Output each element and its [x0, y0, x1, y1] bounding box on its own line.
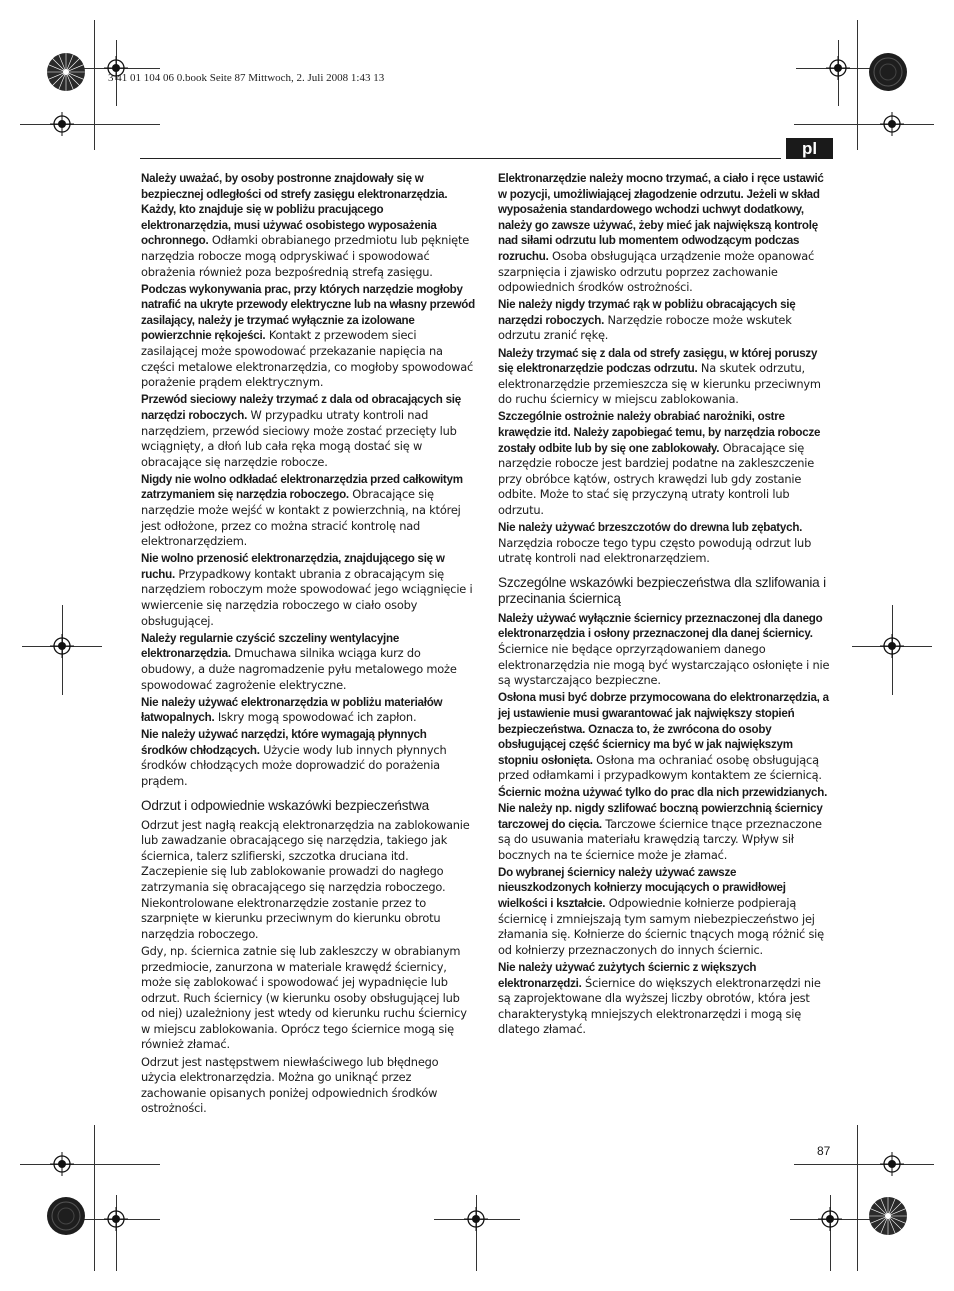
paragraph: [498, 409, 832, 518]
body-text: Osoba obsługująca urządzenie może opanować szarpnięcia i zjawisko odrzutu poprzez zachowanie odpowiednich środków ostrożności.: [498, 248, 815, 295]
body-text: Ściernice nie będące oprzyrządowaniem danego elektronarzędzia nie mogą być wystarczająco osłonięte i nie są wystarczająco bezpieczne.: [498, 642, 830, 688]
paragraph: [141, 282, 475, 391]
body-text: Użycie wody lub innych płynnych środków chłodzących może doprowadzić do porażenia prądem.: [141, 742, 447, 789]
print-metadata-line: 3 41 01 104 06 0.book Seite 87 Mittwoch, 2. Juli 2008 1:43 13: [108, 72, 385, 84]
bold-lead: Szczególnie ostrożnie należy obrabiać narożniki, ostre krawędzie itd. Należy zapobiegać temu, by narzędzia robocze zostały odbite lub by się one zablokowały.: [498, 410, 821, 455]
registration-target-icon: [880, 1152, 904, 1176]
bold-lead: Osłona musi być dobrze przymocowana do elektronarzędzia, a jej ustawienie musi gwarantować jak największy stopień bezpieczeństwa. Oznacza to, że zwrócona do osoby obsługującej część ściernicy ma być w jak największym stopniu osłonięta.: [498, 691, 829, 767]
bold-lead: Należy uważać, by osoby postronne znajdowały się w bezpiecznej odległości od strefy zasięgu elektronarzędzia. Każdy, kto znajduje się w pobliżu pracującego elektronarzędzia, musi używać osobistego wyposażenia ochronnego.: [141, 172, 448, 248]
paragraph: [141, 551, 475, 629]
registration-target-icon: [50, 1152, 74, 1176]
paragraph: Odrzut jest następstwem niewłaściwego lub błędnego użycia elektronarzędzia. Można go uniknąć przez zachowanie opisanych poniżej odpowiednich środków ostrożności.: [141, 1054, 439, 1116]
starburst-mark-icon: [46, 52, 86, 92]
body-text: W przypadku utraty kontroli nad narzędziem, przewód sieciowy może zostać przecięty lub wciągnięty, a dłoń lub cała ręka mogą dostać się w obracające się narzędzie robocze.: [141, 407, 457, 469]
paragraph: [498, 171, 832, 296]
bold-lead: Nie należy używać brzeszczotów do drewna lub zębatych.: [498, 521, 803, 535]
paragraph: [141, 631, 475, 693]
paragraph: [498, 865, 832, 959]
bold-lead: Nie należy używać narzędzi, które wymagają płynnych środków chłodzących.: [141, 728, 427, 757]
header-rule: [140, 158, 781, 159]
paragraph: [141, 695, 475, 726]
bold-lead: Elektronarzędzie należy mocno trzymać, a ciało i ręce ustawić w pozycji, umożliwiającej złagodzenie odrzutu. Jeżeli w skład wyposażenia standardowego wchodzi uchwyt dodatkowy, należy go zawsze używać, żeby mieć jak największą kontrolę nad siłami odrzutu lub momentem odwodzącym podczas rozruchu.: [498, 172, 824, 263]
registration-target-icon: [464, 1207, 488, 1231]
body-text: Narzędzie robocze może wskutek odrzutu zranić rękę.: [498, 312, 792, 343]
paragraph: [498, 690, 832, 784]
bold-lead: Nie wolno przenosić elektronarzędzia, znajdującego się w ruchu.: [141, 552, 445, 581]
section-heading: Szczególne wskazówki bezpieczeństwa dla szlifowania i przecinania ściernicą: [498, 574, 826, 606]
bold-lead: Należy używać wyłącznie ściernicy przeznaczonej dla danego elektronarzędzia i osłony przeznaczonej dla danej ściernicy.: [498, 611, 823, 641]
bold-lead: Podczas wykonywania prac, przy których narzędzie mogłoby natrafić na ukryte przewody elektryczne lub na własny przewód zasilający, należy je trzymać wyłącznie za izolowane powierzchnie rękojeści.: [141, 282, 475, 343]
page-number: 87: [817, 1144, 831, 1158]
dark-density-patch-icon: [46, 1196, 86, 1236]
body-text: Na skutek odrzutu, elektronarzędzie przemieszcza się w kierunku przeciwnym do ruchu ściernicy w miejscu zablokowania.: [498, 361, 821, 407]
paragraph: [141, 392, 475, 470]
body-text: Odłamki obrabianego przedmiotu lub pęknięte narzędzia robocze mogą odpryskiwać i spowodować obrażenia również poza bezpośrednią strefą zasięgu.: [141, 233, 470, 279]
body-text: Narzędzia robocze tego typu często powodują odrzut lub utratę kontroli nad elektronarzędziem.: [498, 535, 812, 566]
bold-lead: Ściernic można używać tylko do prac dla nich przewidzianych. Nie należy np. nigdy szlifować boczną powierzchnią ściernicy tarczowej do cięcia.: [498, 786, 828, 831]
bold-lead: Nie należy używać elektronarzędzia w pobliżu materiałów łatwopalnych.: [141, 695, 443, 725]
bold-lead: Nie należy nigdy trzymać rąk w pobliżu obracających się narzędzi roboczych.: [498, 298, 796, 327]
right-column: [498, 171, 832, 1039]
body-text: Obracające się narzędzie robocze jest bardziej podatne na zakleszczenie przy obróbce kątów, ostrych krawędzi lub gdy zostanie odbite. Może to stać się przyczyną utraty kontroli lub odrzutu.: [498, 440, 815, 517]
registration-target-icon: [50, 112, 74, 136]
paragraph: [141, 171, 475, 280]
paragraph: [141, 472, 475, 550]
bold-lead: Nie należy używać zużytych ściernic z większych elektronarzędzi.: [498, 960, 757, 990]
left-column: [141, 171, 475, 1118]
bold-lead: Przewód sieciowy należy trzymać z dala od obracających się narzędzi roboczych.: [141, 393, 461, 422]
registration-target-icon: [50, 634, 74, 658]
paragraph: [498, 297, 832, 344]
body-text: Przypadkowy kontakt ubrania z obracającym się narzędziem roboczym może spowodować jego wciągnięcie i wwiercenie się narzędzia roboczego w ciało osoby obsługującej.: [141, 566, 473, 628]
body-text: Tarczowe ściernice tnące przeznaczone są do usuwania materiału krawędzią tarczy. Wpływ sił bocznych na te ściernice może je złamać.: [498, 816, 822, 862]
body-text: Odpowiednie kołnierze podpierają ściernicę i zmniejszają tym samym niebezpieczeństwo jej złamania się. Kołnierze do ściernic tnących mogą różnić się od kołnierzy przeznaczonych do innych ściernic.: [498, 896, 824, 957]
body-text: Ściernice do większych elektronarzędzi nie są zaprojektowane dla wyższej liczby obrotów, która jest charakterystyką mniejszych elektronarzędzi i mogą się dlatego złamać.: [498, 975, 821, 1037]
registration-target-icon: [880, 112, 904, 136]
section-heading: Odrzut i odpowiednie wskazówki bezpieczeństwa: [141, 797, 429, 813]
registration-target-icon: [880, 634, 904, 658]
paragraph: [498, 520, 832, 567]
registration-target-icon: [818, 1207, 842, 1231]
body-text: Dmuchawa silnika wciąga kurz do obudowy, a duże nagromadzenie pyłu metalowego może spowodować zagrożenie elektryczne.: [141, 646, 457, 692]
registration-target-icon: [826, 56, 850, 80]
paragraph: Gdy, np. ściernica zatnie się lub zakleszczy w obrabianym przedmiocie, zanurzona w materiale krawędź ściernicy, może się zablokować i spowodować jej wypadnięcie lub odrzut. Ruch ściernicy (w kierunku osoby obsługującej lub od niej) uzależniony jest wtedy od kierunku ruchu ściernicy w miejscu zablokowania. Oprócz tego ściernice mogą się również złamać.: [141, 943, 467, 1052]
bold-lead: Należy trzymać się z dala od strefy zasięgu, w której poruszy się elektronarzędzie podczas odrzutu.: [498, 346, 818, 376]
starburst-mark-icon: [868, 1196, 908, 1236]
body-text: Obracające się narzędzie może wejść w kontakt z powierzchnią, na której jest odłożone, przez co można stracić kontrolę nad elektronarzędziem.: [141, 487, 461, 549]
language-tab: pl: [786, 138, 833, 159]
paragraph: [498, 346, 832, 408]
paragraph: [498, 785, 832, 863]
dark-density-patch-icon: [868, 52, 908, 92]
registration-target-icon: [104, 1207, 128, 1231]
bold-lead: Należy regularnie czyścić szczeliny wentylacyjne elektronarzędzia.: [141, 631, 400, 661]
bold-lead: Do wybranej ściernicy należy używać zawsze nieuszkodzonych kołnierzy mocujących o prawidłowej wielkości i kształcie.: [498, 865, 786, 911]
body-text: Osłona ma ochraniać osobę obsługującą przed odłamkami i przypadkowym kontaktem ze ściernicą.: [498, 752, 822, 783]
paragraph: [498, 611, 832, 689]
body-text: Iskry mogą spowodować ich zapłon.: [214, 710, 417, 725]
bold-lead: Nigdy nie wolno odkładać elektronarzędzia przed całkowitym zatrzymaniem się narzędzia roboczego.: [141, 472, 463, 502]
paragraph: [141, 727, 475, 789]
paragraph: Odrzut jest nagłą reakcją elektronarzędzia na zablokowanie lub zawadzanie obracającego się narzędzia, takiego jak ściernica, talerz szlifierski, szczotka druciana itd. Zaczepienie się lub zablokowanie prowadzi do nagłego zatrzymania się obracającego się narzędzia roboczego. Niekontrolowane elektronarzędzie zostanie przez to szarpnięte w kierunku przeciwnym do kierunku obrotu narzędzia roboczego.: [141, 817, 470, 941]
paragraph: [498, 960, 832, 1038]
body-text: Kontakt z przewodem sieci zasilającej może spowodować przekazanie napięcia na części metalowe elektronarzędzia, co mogłoby spowodować porażenie prądem elektrycznym.: [141, 328, 474, 390]
